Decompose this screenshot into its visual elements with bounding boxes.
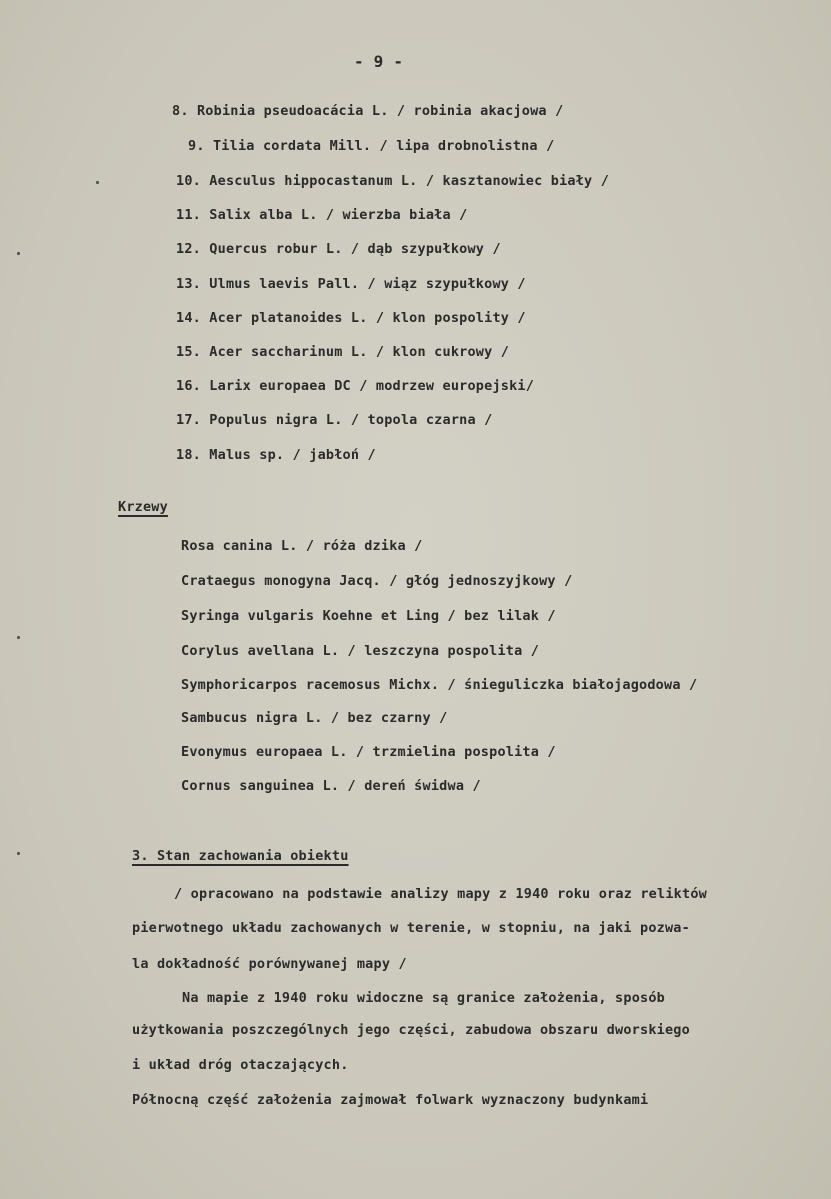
shrub-item: Corylus avellana L. / leszczyna pospolita / [181,643,540,659]
paragraph-line: la dokładność porównywanej mapy / [132,956,407,972]
paragraph-line: i układ dróg otaczających. [132,1057,349,1073]
tree-item: 12. Quercus robur L. / dąb szypułkowy / [176,241,501,257]
shrub-item: Rosa canina L. / róża dzika / [181,538,423,554]
tree-item: 13. Ulmus laevis Pall. / wiąz szypułkowy / [176,276,526,292]
shrub-item: Evonymus europaea L. / trzmielina pospolita / [181,744,556,760]
tree-item: 16. Larix europaea DC / modrzew europejski/ [176,378,535,394]
tree-item: 8. Robinia pseudoacácia L. / robinia akacjowa / [172,103,564,119]
page-number: - 9 - [354,52,404,71]
shrubs-heading: Krzewy [118,499,168,515]
tree-item: 11. Salix alba L. / wierzba biała / [176,207,468,223]
paragraph-line: pierwotnego układu zachowanych w terenie, w stopniu, na jaki pozwa- [132,920,690,936]
shrub-item: Cornus sanguinea L. / dereń świdwa / [181,778,481,794]
margin-speck [17,852,20,855]
shrub-item: Symphoricarpos racemosus Michx. / śnieguliczka białojagodowa / [181,677,698,693]
tree-item: 9. Tilia cordata Mill. / lipa drobnolistna / [188,138,555,154]
paragraph-line: Na mapie z 1940 roku widoczne są granice założenia, sposób [182,990,666,1006]
tree-item: 10. Aesculus hippocastanum L. / kasztanowiec biały / [176,173,610,189]
margin-speck [17,636,20,639]
shrub-item: Sambucus nigra L. / bez czarny / [181,710,448,726]
tree-item: 15. Acer saccharinum L. / klon cukrowy / [176,344,510,360]
tree-item: 18. Malus sp. / jabłoń / [176,447,376,463]
tree-item: 17. Populus nigra L. / topola czarna / [176,412,493,428]
tree-item: 14. Acer platanoides L. / klon pospolity / [176,310,526,326]
section-heading: 3. Stan zachowania obiektu [132,848,349,864]
paragraph-line: Północną część założenia zajmował folwark wyznaczony budynkami [132,1092,649,1108]
shrub-item: Syringa vulgaris Koehne et Ling / bez lilak / [181,608,556,624]
margin-speck [96,181,99,184]
paragraph-line: użytkowania poszczególnych jego części, zabudowa obszaru dworskiego [132,1022,690,1038]
margin-speck [17,252,20,255]
shrub-item: Crataegus monogyna Jacq. / głóg jednoszyjkowy / [181,573,573,589]
paragraph-line: / opracowano na podstawie analizy mapy z 1940 roku oraz reliktów [174,886,707,902]
